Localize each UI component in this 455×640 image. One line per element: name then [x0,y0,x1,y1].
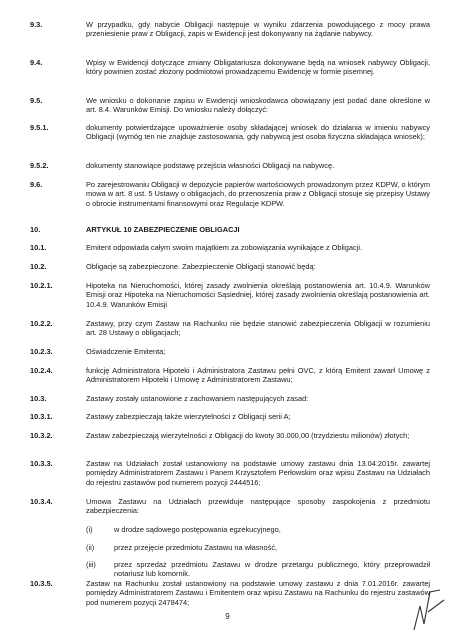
clause-number: 9.5.2. [30,161,49,170]
clause-text: Obligacje są zabezpieczone. Zabezpieczenie Obligacji stanowić będą: [86,262,316,271]
clause-10-2 [30,262,430,271]
article-title: ARTYKUŁ 10 ZABEZPIECZENIE OBLIGACJI [86,225,240,234]
clause-number: 10.3.5. [30,579,53,588]
clause-text: W przypadku, gdy nabycie Obligacji następuje w wyniku zdarzenia powodującego z mocy prawa przeniesienie praw z Obligacji, zapis w Ewidencji jest dokonywany na żądanie nabywcy. [86,20,430,39]
article-10-heading [30,225,430,234]
clause-10-1 [30,243,430,252]
clause-text: Zastawy zabezpieczają także wierzytelności z Obligacji serii A; [86,412,291,421]
clause-number: 10.1. [30,243,47,252]
clause-9-4 [30,58,430,77]
list-item [86,560,430,579]
list-item-number: (i) [86,525,93,534]
page-number: 9 [225,612,230,621]
clause-10-3-1 [30,412,430,421]
clause-text: Zastawy zostały ustanowione z zachowaniem następujących zasad: [86,394,309,403]
clause-text: Hipoteka na Nieruchomości, której zasady zwolnienia określają postanowienia art. 10.4.9. Warunków Emisji oraz Hipoteka na Nieruchomości Sąsiedniej, której zasady zwolnienia określają postanowienia art. 10.4.9. Warunków Emisji [86,281,430,309]
clause-text: Wpisy w Ewidencji dotyczące zmiany Obligatariusza dokonywane będą na wniosek nabywcy Obligacji, który powinien zostać złożony podmiotowi prowadzącemu Ewidencję w formie pisemnej. [86,58,430,77]
clause-number: 9.5.1. [30,123,49,132]
clause-text: Zastaw na Udziałach został ustanowiony na podstawie umowy zastawu dnia 13.04.2015r. zawartej pomiędzy Administratorem Zastawu i Panem Krzysztofem Perłowskim oraz wpisu Zastawu na Udziałach do rejestru zastawów pod numerem pozycji 2444516; [86,459,430,487]
clause-text: Umowa Zastawu na Udziałach przewiduje następujące sposoby zaspokojenia z przedmiotu zabezpieczenia: [86,497,430,516]
clause-9-5-2 [30,161,430,170]
clause-number: 10.2.3. [30,347,53,356]
list-item-text: w drodze sądowego postępowania egzekucyjnego, [114,525,281,534]
clause-10-3-5 [30,579,430,607]
clause-number: 10.2.1. [30,281,53,290]
clause-9-5-1 [30,123,430,142]
clause-9-6 [30,180,430,208]
clause-10-2-4 [30,366,430,385]
clause-number: 10.2.2. [30,319,53,328]
clause-number: 10.2. [30,262,47,271]
clause-10-3-2 [30,431,430,440]
clause-text: Po zarejestrowaniu Obligacji w depozycie papierów wartościowych prowadzonym przez KDPW, o którym mowa w art. 8 ust. 5 Ustawy o obligacjach, do przenoszenia praw z Obligacji stosuje się przepisy Ustawy o obrocie instrumentami finansowymi oraz Regulacje KDPW. [86,180,430,208]
list-item-number: (ii) [86,543,95,552]
clause-number: 10.3. [30,394,47,403]
clause-number: 10.3.2. [30,431,53,440]
clause-text: dokumenty stanowiące podstawę przejścia własności Obligacji na nabywcę. [86,161,335,170]
clause-10-2-3 [30,347,430,356]
clause-number: 9.6. [30,180,43,189]
clause-number: 9.4. [30,58,43,67]
clause-text: Oświadczenie Emitenta; [86,347,166,356]
clause-text: Emitent odpowiada całym swoim majątkiem za zobowiązania wynikające z Obligacji. [86,243,363,252]
list-item [86,543,430,552]
clause-text: funkcję Administratora Hipoteki i Administratora Zastawu pełni OVC, z którą Emitent zawarł Umowę z Administratorem Hipoteki i Umowę z Administratorem Zastawu; [86,366,430,385]
clause-text: Zastaw na Rachunku został ustanowiony na podstawie umowy zastawu z dnia 7.01.2016r. zawartej pomiędzy Administratorem Zastawu i Emitentem oraz wpisu Zastawu na Rachunku do rejestru zastawów pod numerem pozycji 2478474; [86,579,430,607]
clause-number: 9.5. [30,96,43,105]
clause-9-5 [30,96,430,115]
clause-10-3 [30,394,430,403]
clause-10-2-1 [30,281,430,309]
clause-number: 10.3.4. [30,497,53,506]
clause-number: 9.3. [30,20,43,29]
list-item-text: przez sprzedaż przedmiotu Zastawu w drodze przetargu publicznego, który przeprowadził notariusz lub komornik. [114,560,430,579]
clause-10-3-3 [30,459,430,487]
list-item-number: (iii) [86,560,96,569]
clause-10-2-2 [30,319,430,338]
list-item [86,525,430,534]
clause-number: 10.2.4. [30,366,53,375]
list-item-text: przez przejęcie przedmiotu Zastawu na własność, [114,543,278,552]
clause-text: Zastawy, przy czym Zastaw na Rachunku nie będzie stanowić zabezpieczenia Obligacji w rozumieniu art. 28 Ustawy o obligacjach; [86,319,430,338]
clause-text: We wniosku o dokonanie zapisu w Ewidencji wnioskodawca obowiązany jest podać dane określone w art. 8.4. Warunków Emisji. Do wniosku należy dołączyć: [86,96,430,115]
clause-10-3-4 [30,497,430,516]
clause-number: 10.3.3. [30,459,53,468]
clause-text: Zastaw zabezpieczają wierzytelności z Obligacji do kwoty 30.000,00 (trzydziestu milionów) złotych; [86,431,410,440]
clause-text: dokumenty potwierdzające upoważnienie osoby składającej wniosek do działania w imieniu nabywcy Obligacji (wymóg ten nie znajduje zastosowania, gdy nabywcą jest osoba fizyczna składająca wniosek); [86,123,430,142]
clause-number: 10.3.1. [30,412,53,421]
signature-mark [410,586,448,632]
article-number: 10. [30,225,41,234]
clause-9-3 [30,20,430,39]
